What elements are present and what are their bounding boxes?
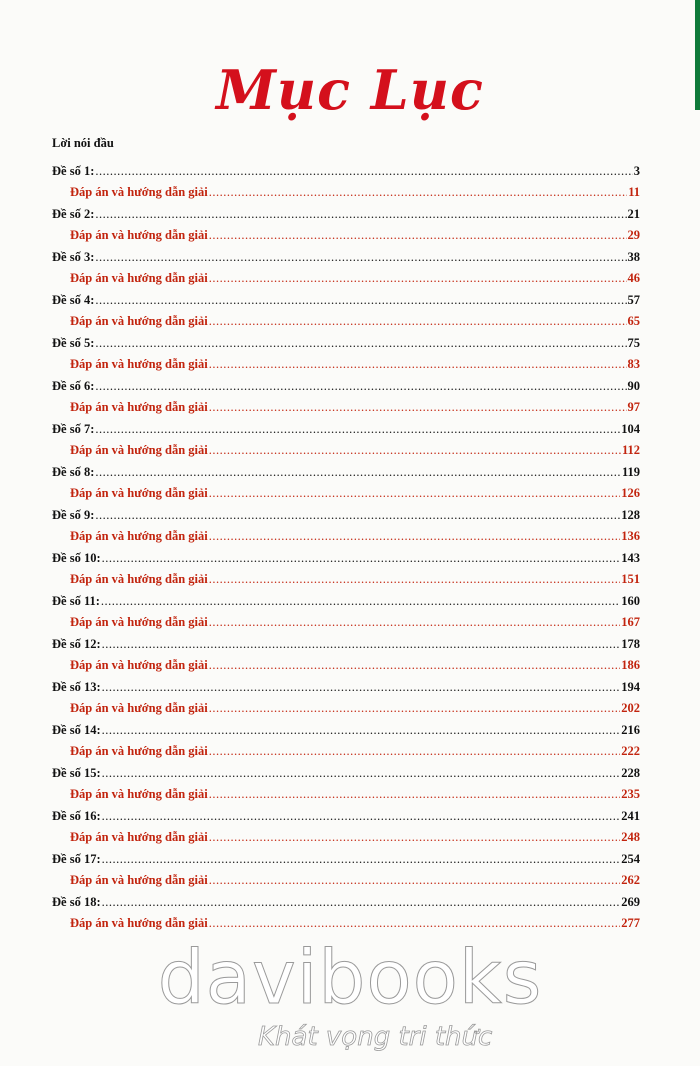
toc-leader-dots — [102, 894, 621, 910]
toc-exam-entry[interactable] — [52, 286, 640, 308]
toc-answer-entry[interactable] — [52, 222, 640, 244]
toc-leader-dots — [209, 829, 621, 845]
toc-page-number: 97 — [627, 400, 640, 414]
toc-leader-dots — [209, 442, 621, 458]
toc-answer-entry[interactable] — [52, 437, 640, 459]
toc-answer-entry[interactable] — [52, 824, 640, 846]
toc-leader-dots — [102, 765, 621, 781]
toc-entry-label: Đề số 12: — [52, 636, 101, 651]
toc-answer-entry[interactable] — [52, 695, 640, 717]
toc-leader-dots — [102, 679, 621, 695]
toc-answer-entry[interactable] — [52, 308, 640, 330]
toc-answer-entry[interactable] — [52, 480, 640, 502]
toc-leader-dots — [102, 722, 621, 738]
toc-entry-label: Đáp án và hướng dẫn giải — [70, 357, 208, 371]
toc-leader-dots — [102, 550, 621, 566]
toc-page-number: 126 — [621, 486, 640, 500]
toc-answer-entry[interactable] — [52, 867, 640, 889]
toc-page-number: 3 — [633, 163, 640, 178]
toc-page-number: 235 — [621, 787, 640, 801]
toc-answer-entry[interactable] — [52, 394, 640, 416]
toc-page-number: 194 — [621, 679, 640, 694]
toc-page-number: 104 — [621, 421, 640, 436]
toc-leader-dots — [95, 206, 626, 222]
toc-page-number: 178 — [621, 636, 640, 651]
toc-entry-label: Đáp án và hướng dẫn giải — [70, 572, 208, 586]
toc-entry-label: Đáp án và hướng dẫn giải — [70, 185, 208, 199]
toc-page-number: 65 — [627, 314, 640, 328]
toc-entry-label: Đáp án và hướng dẫn giải — [70, 314, 208, 328]
toc-entry-label: Đề số 18: — [52, 894, 101, 909]
toc-entry-label: Đề số 15: — [52, 765, 101, 780]
toc-exam-entry[interactable] — [52, 716, 640, 738]
toc-exam-entry[interactable] — [52, 673, 640, 695]
toc-exam-entry[interactable] — [52, 329, 640, 351]
toc-leader-dots — [209, 786, 621, 802]
toc-answer-entry[interactable] — [52, 609, 640, 631]
toc-leader-dots — [95, 163, 632, 179]
toc-entry-label: Đề số 13: — [52, 679, 101, 694]
toc-exam-entry[interactable] — [52, 501, 640, 523]
toc-answer-entry[interactable] — [52, 652, 640, 674]
toc-leader-dots — [209, 227, 627, 243]
toc-entry-label: Đề số 16: — [52, 808, 101, 823]
toc-page-number: 128 — [621, 507, 640, 522]
toc-page-number: 83 — [627, 357, 640, 371]
toc-exam-entry[interactable] — [52, 759, 640, 781]
toc-answer-entry[interactable] — [52, 265, 640, 287]
toc-leader-dots — [95, 249, 626, 265]
toc-leader-dots — [95, 292, 626, 308]
toc-leader-dots — [95, 507, 620, 523]
toc-leader-dots — [95, 378, 626, 394]
toc-entry-label: Đề số 17: — [52, 851, 101, 866]
toc-exam-entry[interactable] — [52, 888, 640, 910]
toc-entry-label: Đáp án và hướng dẫn giải — [70, 830, 208, 844]
toc-leader-dots — [101, 593, 620, 609]
toc-answer-entry[interactable] — [52, 910, 640, 932]
toc-page-number: 57 — [627, 292, 640, 307]
toc-exam-entry[interactable] — [52, 243, 640, 265]
toc-page-number: 136 — [621, 529, 640, 543]
toc-entry-label: Đề số 8: — [52, 464, 95, 479]
toc-entry-label: Đề số 1: — [52, 163, 95, 178]
toc-page-number: 21 — [627, 206, 640, 221]
toc-entry-label: Đáp án và hướng dẫn giải — [70, 228, 208, 242]
toc-exam-entry[interactable] — [52, 157, 640, 179]
toc-page-number: 254 — [621, 851, 640, 866]
toc-exam-entry[interactable] — [52, 458, 640, 480]
toc-preface-entry[interactable]: Lời nói đầu — [52, 136, 114, 150]
toc-leader-dots — [102, 851, 621, 867]
toc-answer-entry[interactable] — [52, 351, 640, 373]
toc-page-number: 277 — [621, 916, 640, 930]
toc-leader-dots — [209, 657, 621, 673]
page-title: Mục Lục — [216, 58, 484, 122]
toc-leader-dots — [209, 700, 621, 716]
toc-entry-label: Đề số 7: — [52, 421, 95, 436]
toc-entry-label: Đáp án và hướng dẫn giải — [70, 873, 208, 887]
toc-entry-label: Đề số 9: — [52, 507, 95, 522]
toc-page-number: 160 — [621, 593, 640, 608]
toc-leader-dots — [209, 571, 621, 587]
toc-leader-dots — [102, 636, 621, 652]
toc-leader-dots — [209, 270, 627, 286]
toc-entry-label: Đề số 11: — [52, 593, 100, 608]
toc-page-number: 112 — [621, 443, 640, 457]
toc-answer-entry[interactable] — [52, 781, 640, 803]
toc-page-number: 151 — [621, 572, 640, 586]
toc-exam-entry[interactable] — [52, 372, 640, 394]
toc-leader-dots — [209, 399, 627, 415]
toc-exam-entry[interactable] — [52, 544, 640, 566]
toc-leader-dots — [102, 808, 621, 824]
toc-entry-label: Đề số 4: — [52, 292, 95, 307]
toc-leader-dots — [95, 464, 621, 480]
toc-page-number: 186 — [621, 658, 640, 672]
toc-leader-dots — [209, 915, 621, 931]
toc-entry-label: Đáp án và hướng dẫn giải — [70, 701, 208, 715]
toc-page-number: 228 — [621, 765, 640, 780]
toc-entry-label: Đáp án và hướng dẫn giải — [70, 916, 208, 930]
table-of-contents — [52, 135, 640, 931]
toc-page-number: 90 — [627, 378, 640, 393]
toc-entry-label: Đề số 10: — [52, 550, 101, 565]
toc-entry-label: Đáp án và hướng dẫn giải — [70, 658, 208, 672]
toc-answer-entry[interactable] — [52, 179, 640, 201]
toc-exam-entry[interactable] — [52, 200, 640, 222]
toc-page-number: 46 — [627, 271, 640, 285]
toc-entry-list — [52, 157, 640, 931]
watermark-brand: davibooks — [157, 935, 543, 1021]
toc-entry-label: Đáp án và hướng dẫn giải — [70, 615, 208, 629]
toc-entry-label: Đáp án và hướng dẫn giải — [70, 443, 208, 457]
toc-page-number: 222 — [621, 744, 640, 758]
toc-answer-entry[interactable] — [52, 566, 640, 588]
toc-page-number: 38 — [627, 249, 640, 264]
toc-exam-entry[interactable] — [52, 845, 640, 867]
toc-page-number: 202 — [621, 701, 640, 715]
toc-leader-dots — [209, 614, 621, 630]
toc-leader-dots — [209, 485, 621, 501]
toc-leader-dots — [209, 313, 627, 329]
toc-leader-dots — [209, 743, 621, 759]
toc-entry-label: Đề số 3: — [52, 249, 95, 264]
watermark-slogan: Khát vọng tri thức — [258, 1022, 493, 1052]
toc-page-number: 11 — [628, 185, 640, 199]
toc-entry-label: Đáp án và hướng dẫn giải — [70, 486, 208, 500]
toc-exam-entry[interactable] — [52, 415, 640, 437]
toc-answer-entry[interactable] — [52, 523, 640, 545]
toc-page-number: 241 — [621, 808, 640, 823]
toc-page-number: 269 — [621, 894, 640, 909]
toc-entry-label: Đáp án và hướng dẫn giải — [70, 529, 208, 543]
toc-leader-dots — [209, 528, 621, 544]
toc-answer-entry[interactable] — [52, 738, 640, 760]
toc-exam-entry[interactable] — [52, 802, 640, 824]
toc-entry-label: Đề số 14: — [52, 722, 101, 737]
toc-leader-dots — [95, 421, 620, 437]
toc-page-number: 167 — [621, 615, 640, 629]
toc-entry-label: Đáp án và hướng dẫn giải — [70, 271, 208, 285]
toc-page-number: 248 — [621, 830, 640, 844]
toc-exam-entry[interactable] — [52, 587, 640, 609]
toc-entry-label: Đáp án và hướng dẫn giải — [70, 744, 208, 758]
toc-page-number: 262 — [621, 873, 640, 887]
toc-page-number: 29 — [627, 228, 640, 242]
toc-exam-entry[interactable] — [52, 630, 640, 652]
toc-leader-dots — [209, 872, 621, 888]
toc-page-number: 75 — [627, 335, 640, 350]
toc-entry-label: Đáp án và hướng dẫn giải — [70, 787, 208, 801]
toc-entry-label: Đáp án và hướng dẫn giải — [70, 400, 208, 414]
toc-leader-dots — [209, 184, 627, 200]
toc-entry-label: Đề số 2: — [52, 206, 95, 221]
toc-entry-label: Đề số 5: — [52, 335, 95, 350]
toc-leader-dots — [209, 356, 627, 372]
toc-entry-label: Đề số 6: — [52, 378, 95, 393]
toc-leader-dots — [95, 335, 626, 351]
toc-page-number: 143 — [621, 550, 640, 565]
toc-page-number: 119 — [621, 464, 640, 479]
toc-page-number: 216 — [621, 722, 640, 737]
